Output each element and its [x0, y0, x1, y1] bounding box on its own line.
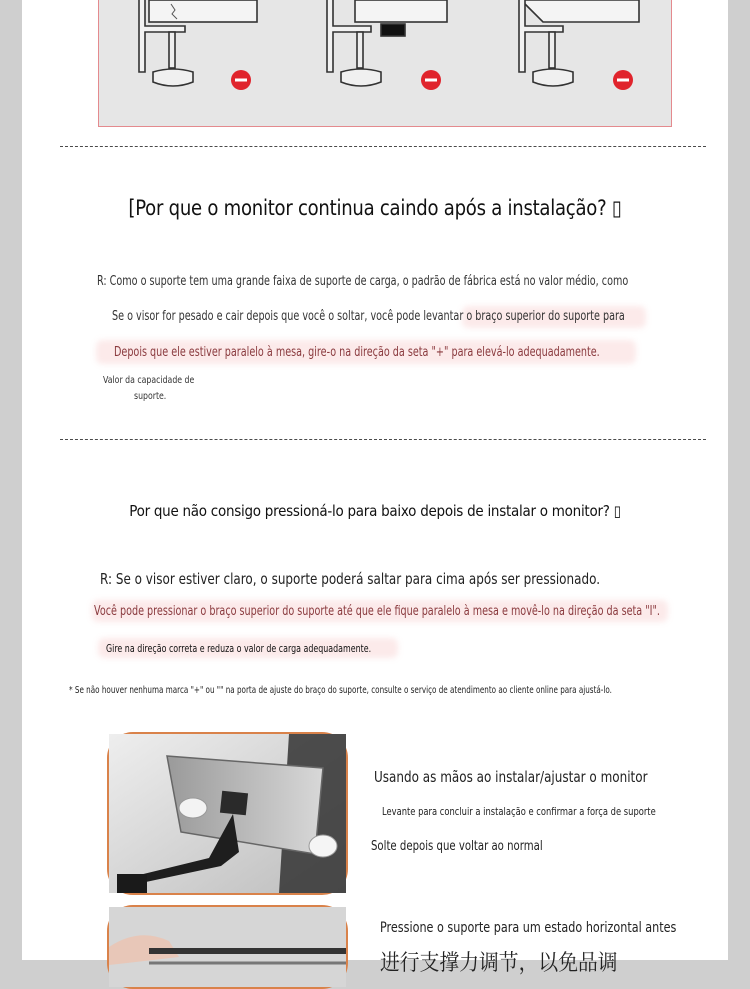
clamp-diagram-panel — [98, 0, 672, 127]
tip-title-horizontal: Pressione o suporte para um estado horizontal antes — [380, 920, 677, 936]
note-line: suporte. — [134, 391, 167, 402]
answer-line-highlight: Depois que ele estiver paralelo à mesa, gire-o na direção da seta "+" para elevá-lo adequadamente. — [114, 345, 600, 360]
section-divider — [60, 439, 706, 440]
tip-line: 进行支撑力调节，以免品调 — [380, 951, 618, 976]
answer-line: Gire na direção correta e reduza o valor de carga adequadamente. — [106, 642, 372, 655]
minus-circle-icon — [231, 70, 251, 90]
note-line: Valor da capacidade de — [103, 375, 195, 386]
photo-hands-monitor — [107, 732, 348, 895]
section-title-cannot-press: Por que não consigo pressioná-lo para baixo depois de instalar o monitor? ▯ — [129, 502, 621, 520]
minus-circle-icon — [421, 70, 441, 90]
tip-title-hands: Usando as mãos ao instalar/ajustar o monitor — [374, 768, 648, 786]
tip-line: Solte depois que voltar ao normal — [371, 839, 543, 854]
answer-line-highlight: Você pode pressionar o braço superior do suporte até que ele fique paralelo à mesa e movê-lo na direção da seta "I". — [94, 604, 660, 619]
answer-line: R: Se o visor estiver claro, o suporte poderá saltar para cima após ser pressionado. — [100, 570, 601, 588]
answer-line: R: Como o suporte tem uma grande faixa de suporte de carga, o padrão de fábrica está no valor médio, como — [97, 274, 629, 289]
section-divider — [60, 146, 706, 147]
section-title-monitor-falling: [Por que o monitor continua caindo após a instalação? ▯ — [128, 196, 622, 220]
minus-circle-icon — [613, 70, 633, 90]
tip-line: Levante para concluir a instalação e confirmar a força de suporte — [382, 805, 656, 818]
photo-press-arm — [107, 905, 348, 989]
answer-line: Se o visor for pesado e cair depois que você o soltar, você pode levantar o braço superior do suporte para — [112, 309, 625, 324]
document-page — [22, 0, 728, 976]
clamp-diagram — [99, 0, 673, 127]
footnote: * Se não houver nenhuma marca "+" ou "" na porta de ajuste do braço do suporte, consulte o serviço de atendimento ao cliente online para ajustá-lo. — [69, 685, 612, 696]
